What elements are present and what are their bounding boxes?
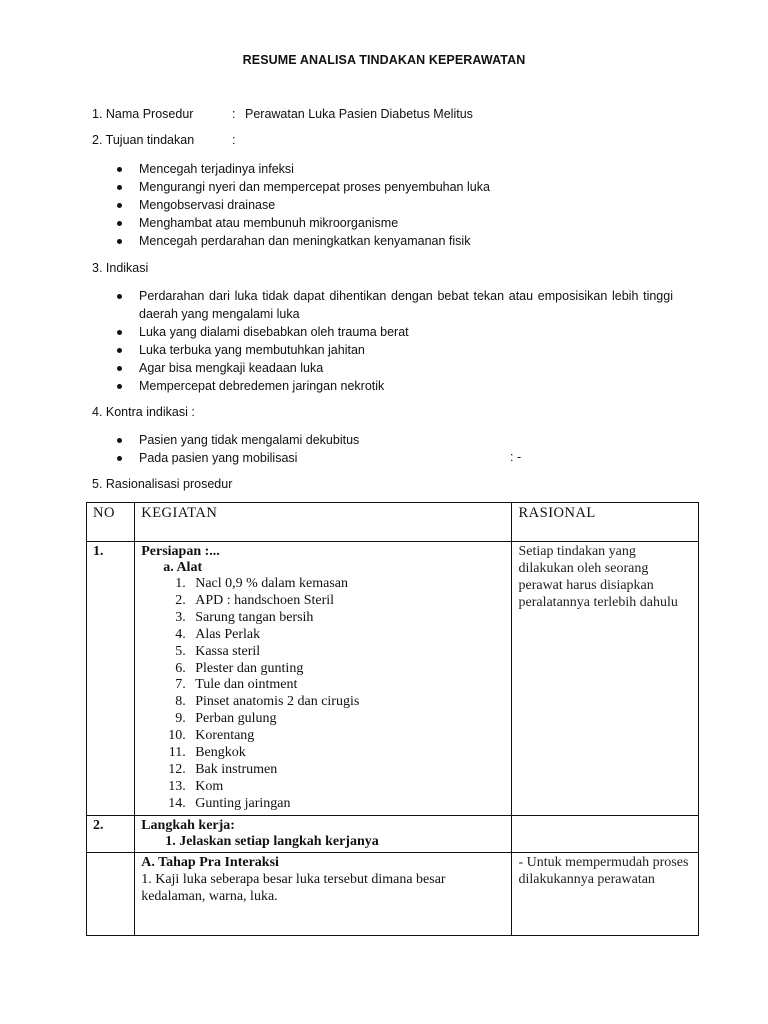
list-item: 10. Korentang: [189, 728, 505, 745]
indikasi-list: [0, 287, 673, 395]
langkah-kerja-subheading: 1. Jelaskan setiap langkah kerjanya: [165, 833, 379, 849]
kontra-indikasi-suffix: : -: [510, 450, 522, 464]
list-item: 8. Pinset anatomis 2 dan cirugis: [189, 694, 505, 711]
persiapan-heading: Persiapan :...: [141, 544, 220, 559]
list-item: Luka yang dialami disebabkan oleh trauma berat: [0, 323, 673, 341]
rasional-cell: [512, 815, 699, 852]
list-item: 14. Gunting jaringan: [189, 796, 505, 813]
tahap-heading: A. Tahap Pra Interaksi: [141, 854, 279, 870]
tujuan-colon: :: [232, 133, 236, 147]
list-item: 5. Kassa steril: [189, 644, 505, 661]
langkah-kerja-heading: Langkah kerja:: [141, 817, 235, 833]
alat-list: [141, 576, 505, 813]
list-item: Luka terbuka yang membutuhkan jahitan: [0, 341, 673, 359]
nama-prosedur-value: Perawatan Luka Pasien Diabetus Melitus: [245, 107, 473, 121]
kegiatan-cell: [135, 542, 512, 816]
table-header-row: [87, 503, 699, 542]
kegiatan-cell: [135, 815, 512, 852]
header-kegiatan: KEGIATAN: [135, 503, 512, 542]
list-item: Mengobservasi drainase: [0, 196, 673, 214]
header-no: NO: [87, 503, 135, 542]
table-row: [87, 852, 699, 935]
kontra-indikasi-list: [0, 431, 673, 467]
list-item: Mencegah terjadinya infeksi: [0, 160, 673, 178]
list-item: Pasien yang tidak mengalami dekubitus: [0, 431, 673, 449]
list-item: Mencegah perdarahan dan meningkatkan kenyamanan fisik: [0, 232, 673, 250]
alat-subheading: a. Alat: [163, 560, 203, 575]
rasionalisasi-table: [86, 502, 699, 936]
tahap-text: 1. Kaji luka seberapa besar luka tersebut dimana besar kedalaman, warna, luka.: [141, 871, 446, 904]
list-item: 9. Perban gulung: [189, 711, 505, 728]
tujuan-label: 2. Tujuan tindakan: [92, 133, 195, 147]
table-row: [87, 815, 699, 852]
table-row: [87, 542, 699, 816]
list-item: Mempercepat debredemen jaringan nekrotik: [0, 377, 673, 395]
header-rasional: RASIONAL: [512, 503, 699, 542]
list-item: 4. Alas Perlak: [189, 627, 505, 644]
kegiatan-cell: [135, 852, 512, 935]
row-no: [87, 852, 135, 935]
list-item: Pada pasien yang mobilisasi: [0, 449, 673, 467]
kontra-indikasi-label: 4. Kontra indikasi :: [92, 405, 195, 419]
list-item: 6. Plester dan gunting: [189, 661, 505, 678]
list-item: 13. Kom: [189, 779, 505, 796]
rasional-cell: Setiap tindakan yang dilakukan oleh seorang perawat harus disiapkan peralatannya terlebih dahulu: [512, 542, 699, 816]
list-item: 12. Bak instrumen: [189, 762, 505, 779]
rasional-cell: - Untuk mempermudah proses dilakukannya perawatan: [512, 852, 699, 935]
tujuan-list: [0, 160, 673, 250]
row-no: 2.: [87, 815, 135, 852]
document-title: RESUME ANALISA TINDAKAN KEPERAWATAN: [242, 53, 526, 67]
list-item: Menghambat atau membunuh mikroorganisme: [0, 214, 673, 232]
list-item: 11. Bengkok: [189, 745, 505, 762]
list-item: Agar bisa mengkaji keadaan luka: [0, 359, 673, 377]
list-item: Perdarahan dari luka tidak dapat dihentikan dengan bebat tekan atau emposisikan lebih tinggi daerah yang mengalami luka: [0, 287, 673, 323]
nama-prosedur-label: 1. Nama Prosedur: [92, 107, 194, 121]
list-item: 2. APD : handschoen Steril: [189, 593, 505, 610]
row-no: 1.: [87, 542, 135, 816]
list-item: 3. Sarung tangan bersih: [189, 610, 505, 627]
list-item: Mengurangi nyeri dan mempercepat proses penyembuhan luka: [0, 178, 673, 196]
list-item: 1. Nacl 0,9 % dalam kemasan: [189, 576, 505, 593]
rasionalisasi-label: 5. Rasionalisasi prosedur: [92, 477, 233, 491]
list-item: 7. Tule dan ointment: [189, 677, 505, 694]
nama-prosedur-colon: :: [232, 107, 236, 121]
indikasi-label: 3. Indikasi: [92, 261, 149, 275]
